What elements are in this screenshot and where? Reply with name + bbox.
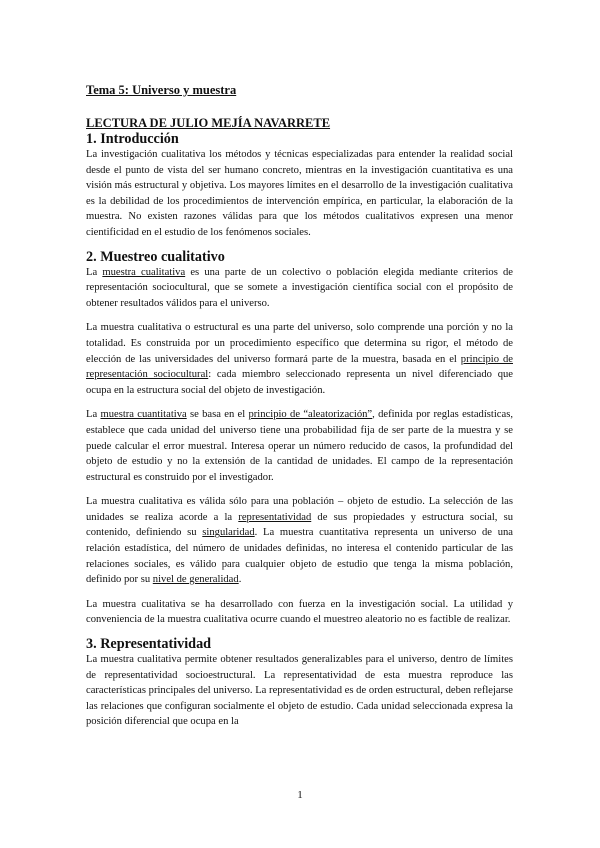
document-title: Tema 5: Universo y muestra <box>86 83 237 97</box>
reading-heading: LECTURA DE JULIO MEJÍA NAVARRETE <box>86 116 331 130</box>
underlined-term: muestra cualitativa <box>102 266 186 278</box>
paragraph-representatividad: La muestra cualitativa permite obtener resultados generalizables para el universo, dentro de límites de representatividad socioestructural. La representatividad de esta muestra reproduce las características principales del universo. La representatividad es de orden estructural, deben reflejarse las relaciones que configuran socialmente el objeto de estudio. Cada unidad seleccionada expresa la posición diferencial que ocupa en la <box>86 654 513 728</box>
paragraph-muestreo-1: La muestra cualitativa es una parte de un colectivo o población elegida mediante criterios de representación sociocultural, que se somete a investigación científica social con el propósito de obtener resultados válidos para el universo. <box>86 266 514 309</box>
section-heading-introduccion: 1. Introducción <box>86 131 179 147</box>
underlined-term: singularidad <box>202 527 255 539</box>
paragraph-muestreo-4: La muestra cualitativa es válida sólo para una población – objeto de estudio. La selección de las unidades se realiza acorde a la representatividad de sus propiedades y estructura social, su contenido, definiendo su singularidad. La muestra cuantitativa representa un universo de una relación estadística, del número de unidades definidas, no interesa el contenido particular de las relaciones sociales, es válido para cualquier objeto de estudio que tenga la misma población, definido por su nivel de generalidad. <box>86 496 513 586</box>
underlined-term: representatividad <box>238 511 312 523</box>
underlined-term: principio de “aleatorización” <box>248 409 373 421</box>
paragraph-muestreo-3: La muestra cuantitativa se basa en el principio de “aleatorización”, definida por reglas estadísticas, establece que cada unidad del universo tiene una probabilidad fija de ser parte de la muestra y se puede calcular el error muestral. Interesa operar un número reducido de casos, la profundidad del objeto de estudio y no la extensión de la cantidad de unidades. El campo de la representación estructural es construido por el investigador. <box>86 409 513 483</box>
paragraph-muestreo-5: La muestra cualitativa se ha desarrollado con fuerza en la investigación social. La utilidad y conveniencia de la muestra cualitativa ocurre cuando el muestreo aleatorio no es factible de realizar. <box>86 598 513 626</box>
page-number: 1 <box>297 789 303 801</box>
underlined-term: principio de representación sociocultural <box>86 353 513 381</box>
paragraph-muestreo-2: La muestra cualitativa o estructural es una parte del universo, solo comprende una porción y no la totalidad. Es construida por un procedimiento específico que determina su rigor, el método de elección de las universidades del universo formará parte de la muestra, basada en el principio de representación sociocultural: cada miembro seleccionado representa un nivel diferenciado que ocupa en la estructura social del objeto de investigación. <box>86 322 513 396</box>
section-heading-representatividad: 3. Representatividad <box>86 636 212 653</box>
paragraph-introduccion: La investigación cualitativa los métodos y técnicas especializadas para entender la realidad social desde el punto de vista del ser humano concreto, mientras en la investigación cuantitativa es una visión más estructural y objetiva. Los mayores límites en el desarrollo de la investigación cualitativa es la debilidad de los procedimientos de intervención empírica, en particular, la elaboración de la muestra. No existen razones válidas para que los métodos cualitativos expresen una menor cientificidad en el estudio de los fenómenos sociales. <box>86 149 513 238</box>
section-heading-muestreo: 2. Muestreo cualitativo <box>86 248 225 265</box>
document-page <box>86 82 513 730</box>
underlined-term: muestra cuantitativa <box>100 409 187 421</box>
underlined-term: nivel de generalidad <box>152 574 239 586</box>
